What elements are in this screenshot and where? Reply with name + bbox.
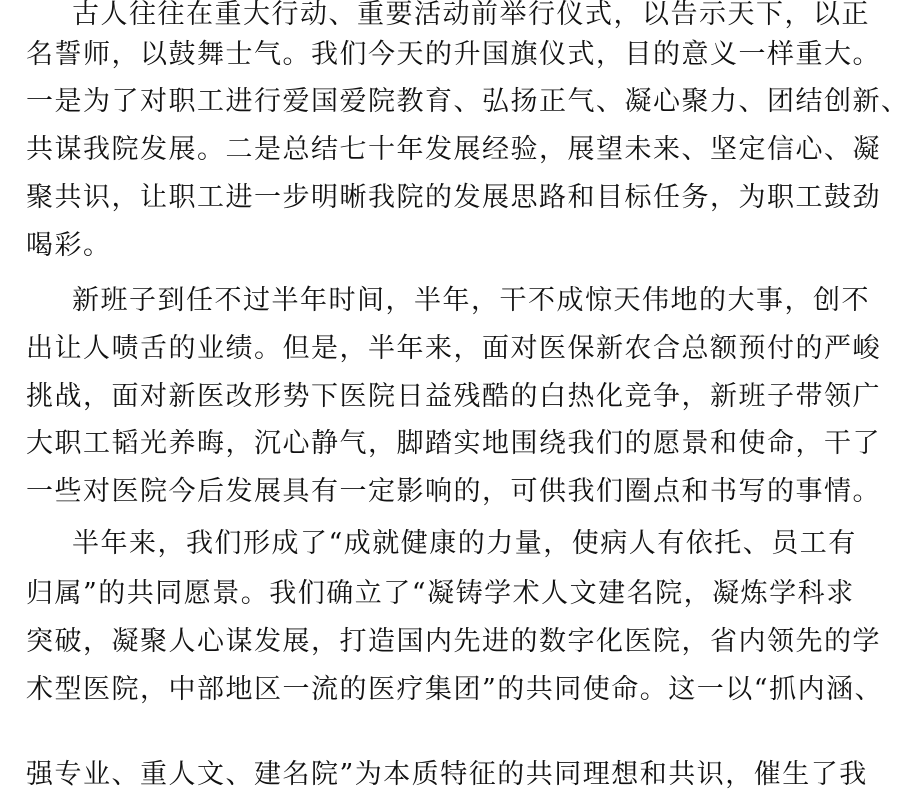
text-line-15: 术型医院，中部地区一流的医疗集团”的共同使命。这一以“抓内涵、 [26,674,884,705]
text-line-11: 一些对医院今后发展具有一定影响的，可供我们圈点和书写的事情。 [26,476,881,507]
text-line-3: 一是为了对职工进行爱国爱院教育、弘扬正气、凝心聚力、团结创新、 [26,86,910,117]
text-line-9: 挑战，面对新医改形势下医院日益残酷的白热化竞争，新班子带领广 [26,381,881,412]
text-line-6: 喝彩。 [26,230,112,261]
text-line-5: 聚共识，让职工进一步明晰我院的发展思路和目标任务，为职工鼓劲 [26,182,881,213]
text-line-2: 名誓师，以鼓舞士气。我们今天的升国旗仪式，目的意义一样重大。 [26,39,881,70]
text-line-13: 归属”的共同愿景。我们确立了“凝铸学术人文建名院，凝炼学科求 [26,578,855,609]
text-line-14: 突破，凝聚人心谋发展，打造国内先进的数字化医院，省内领先的学 [26,626,881,657]
text-line-8: 出让人啧舌的业绩。但是，半年来，面对医保新农合总额预付的严峻 [26,333,881,364]
text-line-7: 新班子到任不过半年时间，半年，干不成惊天伟地的大事，创不 [72,285,870,316]
text-line-10: 大职工韬光养晦，沉心静气，脚踏实地围绕我们的愿景和使命，干了 [26,428,881,459]
text-line-4: 共谋我院发展。二是总结七十年发展经验，展望未来、坚定信心、凝 [26,134,881,165]
text-line-1: 古人往往在重大行动、重要活动前举行仪式，以告示天下，以正 [72,0,870,30]
text-line-16: 强专业、重人文、建名院”为本质特征的共同理想和共识，催生了我 [26,759,868,790]
text-line-12: 半年来，我们形成了“成就健康的力量，使病人有依托、员工有 [72,528,857,559]
